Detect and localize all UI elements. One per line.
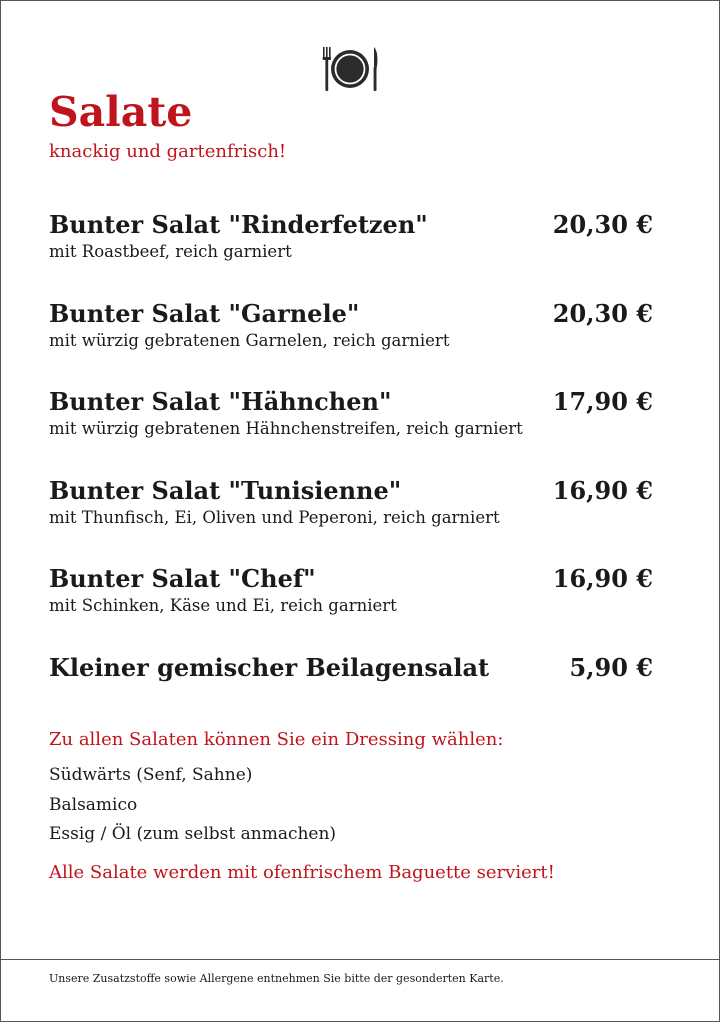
item-price: 16,90 € — [552, 564, 653, 593]
baguette-notice: Alle Salate werden mit ofenfrischem Baguette serviert! — [49, 862, 555, 883]
item-name: Bunter Salat "Chef" — [49, 564, 316, 593]
item-description: mit Roastbeef, reich garniert — [49, 242, 292, 261]
item-price: 20,30 € — [552, 298, 653, 328]
menu-item — [49, 652, 653, 741]
item-name: Bunter Salat "Hähnchen" — [49, 387, 392, 416]
dressing-option: Essig / Öl (zum selbst anmachen) — [49, 824, 337, 844]
item-name: Kleiner gemischer Beilagensalat — [49, 652, 490, 682]
item-name: Bunter Salat "Garnele" — [49, 298, 360, 328]
menu-item — [49, 298, 653, 387]
item-description: mit Schinken, Käse und Ei, reich garniert — [49, 596, 397, 615]
footer-divider — [1, 959, 719, 960]
plate-fork-knife-icon — [319, 45, 381, 93]
menu-item — [49, 209, 653, 298]
dressing-heading: Zu allen Salaten können Sie ein Dressing wählen: — [49, 729, 504, 750]
item-price: 16,90 € — [552, 475, 653, 505]
menu-item — [49, 563, 653, 652]
item-price: 17,90 € — [552, 387, 653, 416]
item-price: 5,90 € — [569, 652, 653, 682]
menu-item — [49, 475, 653, 564]
menu-list — [49, 209, 653, 740]
page-subtitle: knackig und gartenfrisch! — [49, 141, 287, 162]
item-description: mit würzig gebratenen Hähnchenstreifen, reich garniert — [49, 419, 523, 438]
allergen-note: Unsere Zusatzstoffe sowie Allergene entnehmen Sie bitte der gesonderten Karte. — [49, 972, 504, 985]
dressing-list — [49, 761, 336, 850]
dressing-option: Südwärts (Senf, Sahne) — [49, 765, 253, 785]
item-description: mit würzig gebratenen Garnelen, reich garniert — [49, 330, 450, 350]
menu-item — [49, 386, 653, 475]
item-name: Bunter Salat "Tunisienne" — [49, 475, 402, 505]
item-price: 20,30 € — [552, 210, 653, 239]
item-name: Bunter Salat "Rinderfetzen" — [49, 210, 428, 239]
item-description: mit Thunfisch, Ei, Oliven und Peperoni, reich garniert — [49, 507, 500, 527]
dressing-option: Balsamico — [49, 794, 138, 815]
page-title: Salate — [49, 88, 193, 136]
